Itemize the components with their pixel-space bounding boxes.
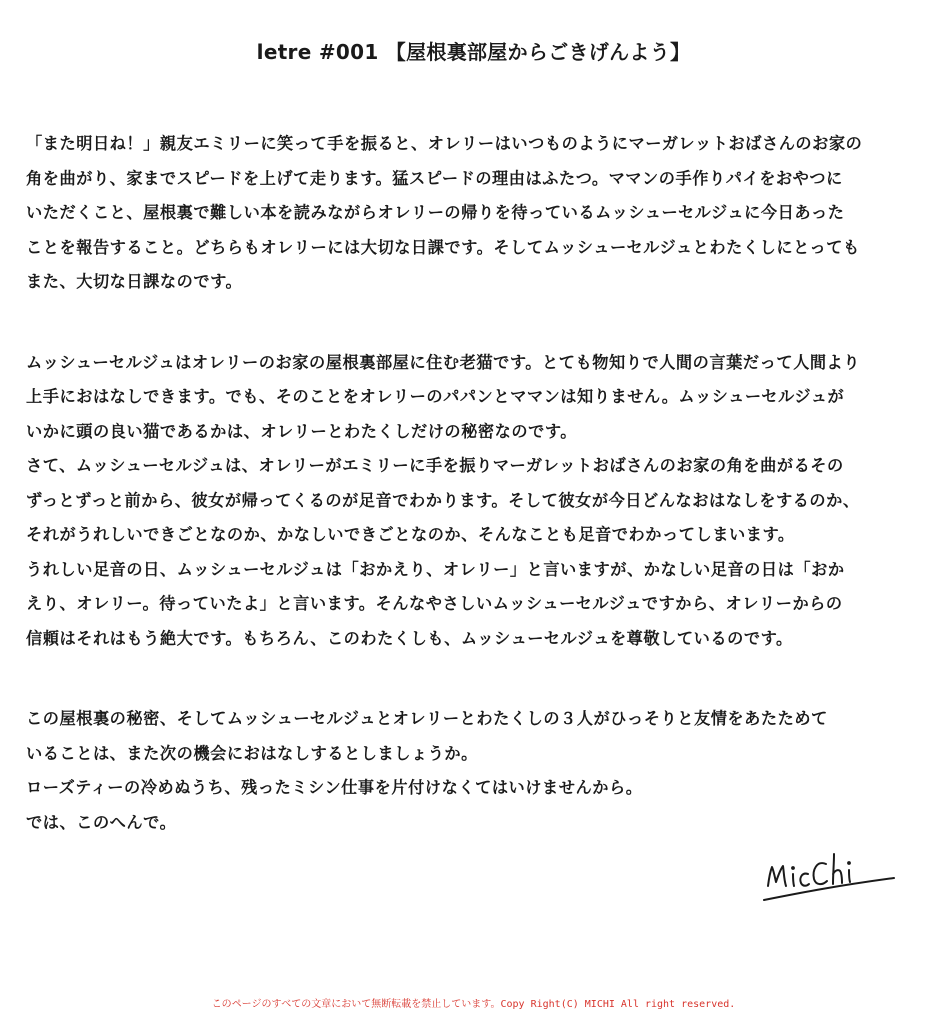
text-line: 「また明日ね！」親友エミリーに笑って手を振ると、オレリーはいつものようにマーガレットおばさんのお家の	[26, 134, 863, 153]
letter-body	[26, 127, 926, 886]
text-line: 信頼はそれはもう絶大です。もちろん、このわたくしも、ムッシューセルジュを尊敬しているのです。	[26, 628, 793, 648]
text-line: ムッシューセルジュはオレリーのお家の屋根裏部屋に住む老猫です。とても物知りで人間の言葉だって人間より	[26, 352, 861, 372]
text-line: ローズティーの冷めぬうち、残ったミシン仕事を片付けなくてはいけませんから。	[26, 778, 643, 797]
paragraph-3	[26, 702, 926, 840]
paragraph-2	[26, 346, 926, 657]
text-line: 上手におはなしできます。でも、そのことをオレリーのパパンとママンは知りません。ムッシューセルジュが	[26, 387, 845, 406]
letter-title: letre #001 【屋根裏部屋からごきげんよう】	[256, 40, 691, 64]
text-line: では、このへんで。	[26, 812, 177, 832]
text-line: この屋根裏の秘密、そしてムッシューセルジュとオレリーとわたくしの３人がひっそりと友情をあたためて	[26, 709, 828, 728]
text-line: 角を曲がり、家までスピードを上げて走ります。猛スピードの理由はふたつ。ママンの手作りパイをおやつに	[26, 168, 843, 188]
copyright-notice: このページのすべての文章において無断転載を禁止しています。Copy Right(C) MICHI All right reserved.	[211, 999, 736, 1010]
handwritten-signature	[760, 842, 900, 906]
text-line: ずっとずっと前から、彼女が帰ってくるのが足音でわかります。そして彼女が今日どんなおはなしをするのか、	[26, 490, 860, 510]
text-line: それがうれしいできごとなのか、かなしいできごとなのか、そんなことも足音でわかってしまいます。	[26, 525, 795, 544]
paragraph-1	[26, 127, 926, 300]
text-line: さて、ムッシューセルジュは、オレリーがエミリーに手を振りマーガレットおばさんのお家の角を曲がるその	[26, 456, 844, 475]
text-line: えり、オレリー。待っていたよ」と言います。そんなやさしいムッシューセルジュですから、オレリーからの	[26, 594, 843, 613]
text-line: いただくこと、屋根裏で難しい本を読みながらオレリーの帰りを待っているムッシューセルジュに今日あった	[26, 203, 845, 222]
text-line: いることは、また次の機会におはなしするとしましょうか。	[26, 743, 478, 763]
text-line: ことを報告すること。どちらもオレリーには大切な日課です。そしてムッシューセルジュとわたくしにとっても	[26, 237, 860, 257]
text-line: うれしい足音の日、ムッシューセルジュは「おかえり、オレリー」と言いますが、かなしい足音の日は「おか	[26, 559, 845, 579]
text-line: また、大切な日課なのです。	[26, 272, 243, 291]
text-line: いかに頭の良い猫であるかは、オレリーとわたくしだけの秘密なのです。	[26, 421, 578, 441]
